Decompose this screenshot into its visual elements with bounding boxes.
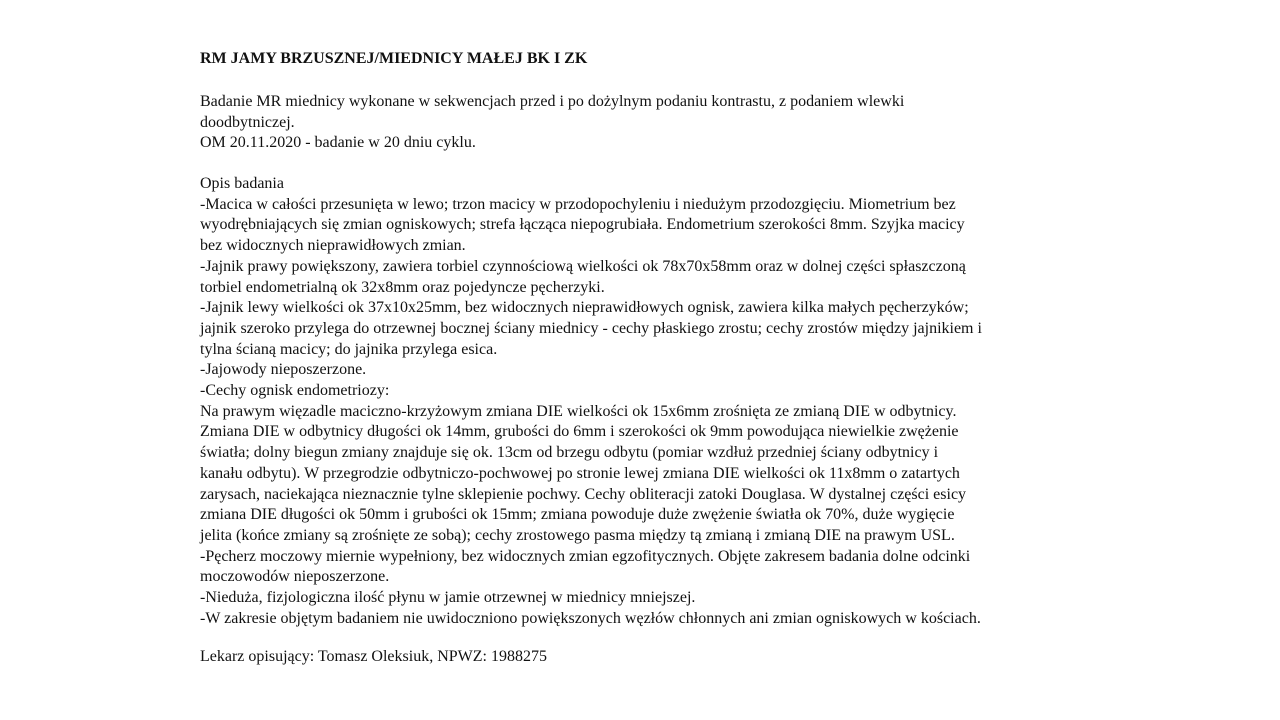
description-line: jajnik szeroko przylega do otrzewnej bocznej ściany miednicy - cechy płaskiego zrostu; cechy zrostów między jajnikiem i [200, 319, 982, 337]
description-line: -Macica w całości przesunięta w lewo; trzon macicy w przodopochyleniu i niedużym przodozgięciu. Miometrium bez [200, 195, 956, 213]
report-intro [200, 92, 904, 154]
intro-line: OM 20.11.2020 - badanie w 20 dniu cyklu. [200, 134, 476, 152]
description-heading: Opis badania [200, 175, 284, 192]
description-line: -Niedużа, fizjologiczna ilość płynu w jamie otrzewnej w miednicy mniejszej. [200, 589, 696, 607]
description-line: jelita (końce zmiany są zrośnięte ze sobą); cechy zrostowego pasma między tą zmianą i zmianą DIE na prawym USL. [200, 526, 955, 544]
intro-line: Badanie MR miednicy wykonane w sekwencjach przed i po dożylnym podaniu kontrastu, z podaniem wlewki [200, 93, 905, 110]
report-title: RM JAMY BRZUSZNEJ/MIEDNICY MAŁEJ BK I ZK [200, 50, 588, 67]
description-line: zarysach, naciekająca nieznacznie tylne sklepienie pochwy. Cechy obliteracji zatoki Douglasa. W dystalnej części esicy [200, 485, 967, 503]
description-line: torbiel endometrialną ok 32x8mm oraz pojedyncze pęcherzyki. [200, 278, 605, 296]
description-line: Zmiana DIE w odbytnicy długości ok 14mm, grubości do 6mm i szerokości ok 9mm powodująca niewielkie zwężenie [200, 423, 959, 441]
description-line: kanału odbytu). W przegrodzie odbytniczo-pochwowej po stronie lewej zmiana DIE wielkości ok 11x8mm o zatartych [200, 464, 960, 482]
description-line: bez widocznych nieprawidłowych zmian. [200, 237, 466, 255]
signature-line: Lekarz opisujący: Tomasz Oleksiuk, NPWZ: 1988275 [200, 648, 547, 665]
description-line: światła; dolny biegun zmiany znajduje się ok. 13cm od brzegu odbytu (pomiar wzdłuż przedniej ściany odbytnicy i [200, 444, 939, 462]
report-description [200, 174, 982, 629]
description-line: zmiana DIE długości ok 50mm i grubości ok 15mm; zmiana powoduje duże zwężenie światła ok 70%, duże wygięcie [200, 506, 955, 524]
intro-line: doodbytniczej. [200, 113, 295, 131]
description-line: -Cechy ognisk endometriozy: [200, 382, 390, 400]
description-line: -Jajowody nieposzerzone. [200, 361, 367, 379]
description-line: wyodrębniających się zmian ogniskowych; strefa łącząca niepogrubiała. Endometrium szerokości 8mm. Szyjka macicy [200, 216, 965, 234]
report-page [200, 0, 1100, 720]
description-line: -Pęcherz moczowy miernie wypełniony, bez widocznych zmian egzofitycznych. Objęte zakresem badania dolne odcinki [200, 547, 971, 565]
description-line: -W zakresie objętym badaniem nie uwidoczniono powiększonych węzłów chłonnych ani zmian ogniskowych w kościach. [200, 609, 981, 627]
description-line: -Jajnik prawy powiększony, zawiera torbiel czynnościową wielkości ok 78x70x58mm oraz w dolnej części spłaszczoną [200, 257, 966, 275]
description-line: moczowodów nieposzerzone. [200, 568, 390, 586]
description-line: tylna ścianą macicy; do jajnika przylega esica. [200, 340, 498, 358]
description-line: Na prawym więzadle maciczno-krzyżowym zmiana DIE wielkości ok 15x6mm zrośnięta ze zmianą DIE w odbytnicy. [200, 402, 957, 420]
physician-signature [200, 647, 547, 668]
description-line: -Jajnik lewy wielkości ok 37x10x25mm, bez widocznych nieprawidłowych ognisk, zawiera kilka małych pęcherzyków; [200, 299, 969, 317]
